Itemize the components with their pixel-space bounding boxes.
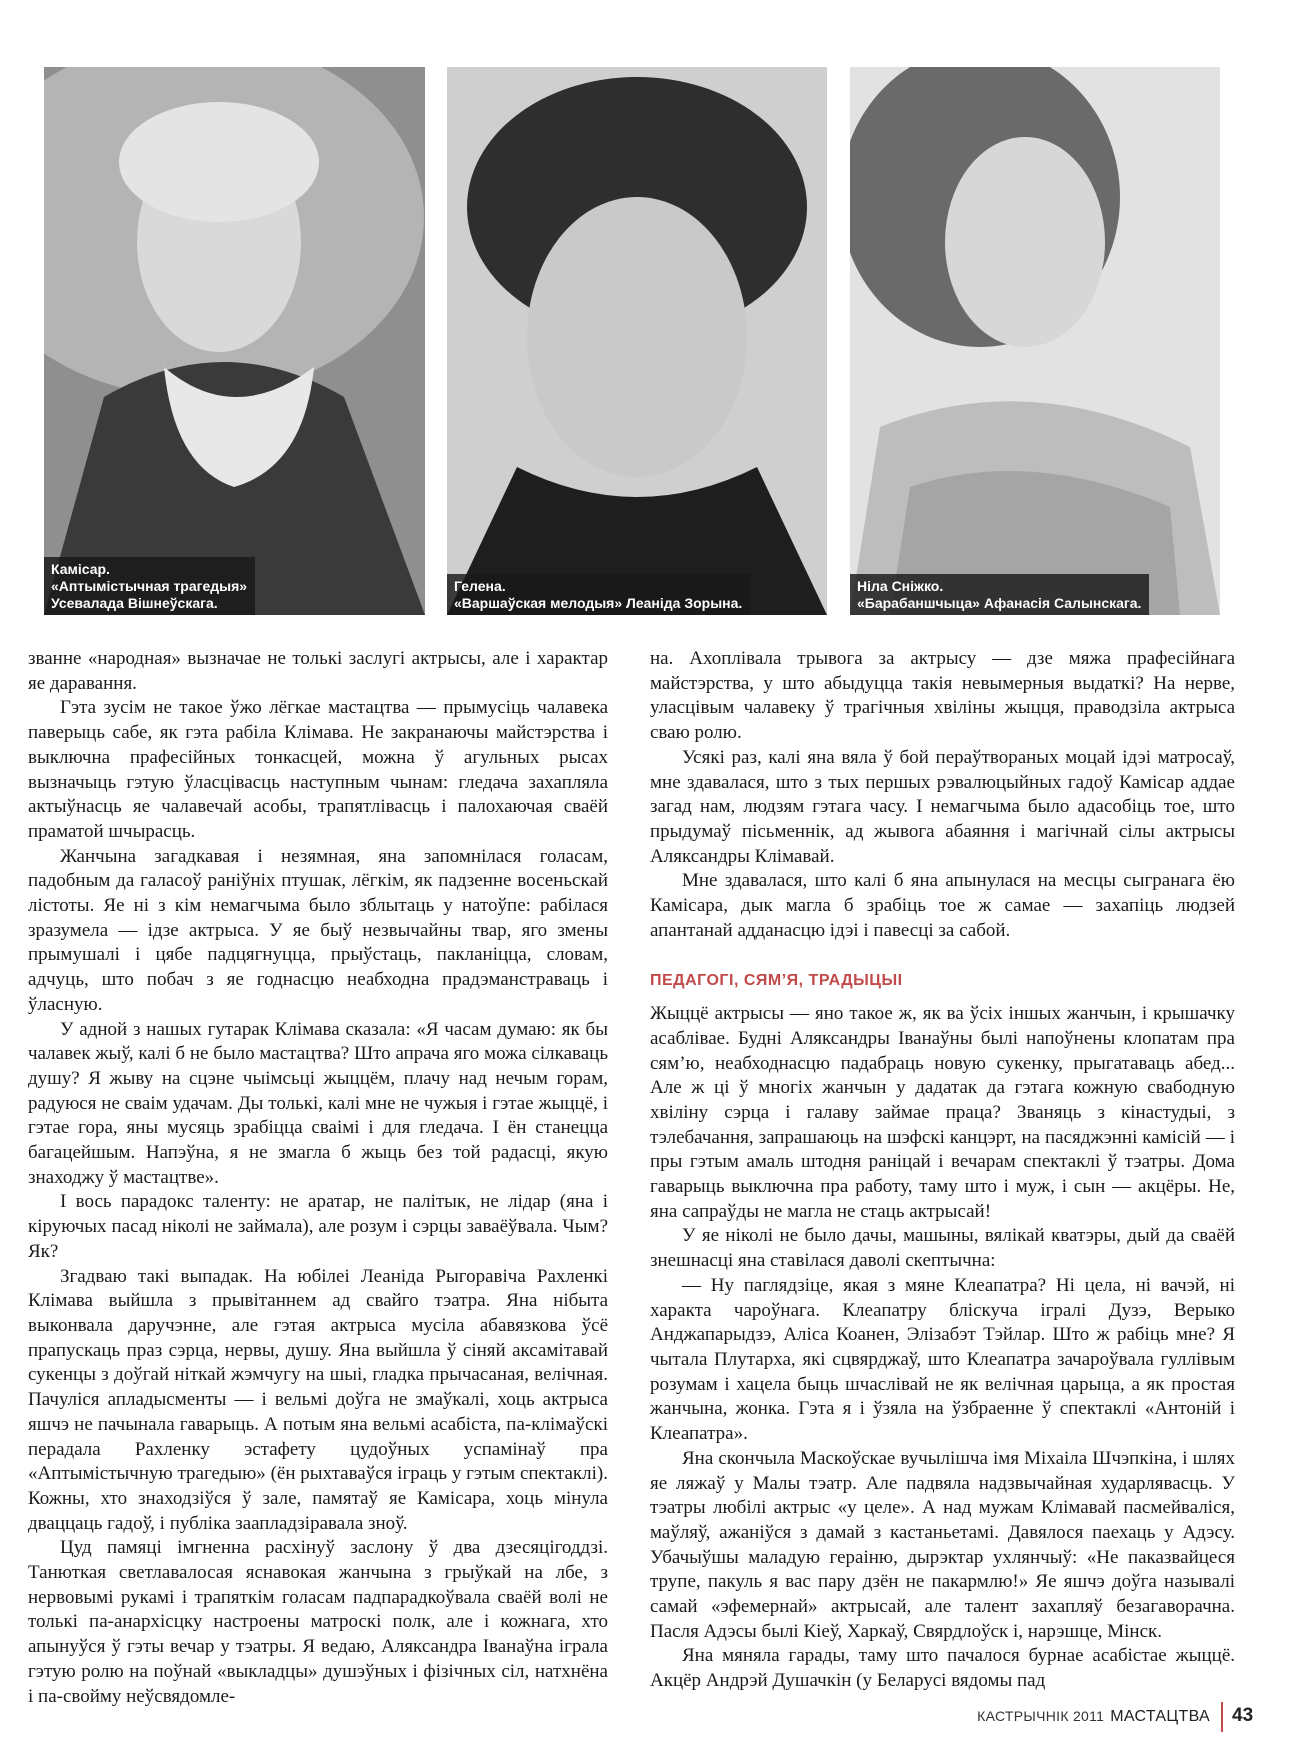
paragraph: званне «народная» вызначае не толькі заслугі актрысы, але і характар яе даравання. [28,648,608,694]
caption-line: «Барабаншчыца» Афанасія Салынскага. [857,595,1142,611]
photo-komisar [44,67,425,615]
photo-caption [850,574,1149,615]
photo-caption [44,557,255,615]
footer-divider [1221,1702,1223,1732]
paragraph: У яе ніколі не было дачы, машыны, вялікай кватэры, дый да сваёй знешнасці яна ставілася даволі скептычна: [650,1225,1235,1272]
paragraph: на. Ахоплівала трывога за актрысу — дзе мяжа прафесійнага майстэрства, у што абыдуцца такія невымерныя выдаткі? На нерве, уласцівым чалавеку ў трагічныя хвіліны жыцця, праводзіла актрыса сваю ролю. [650,648,1235,744]
portrait-image-3 [850,67,1220,615]
paragraph: Яна мяняла гарады, таму што пачалося бурнае асабістае жыццё. Акцёр Андрэй Душачкін (у Беларусі вядомы пад [650,1645,1235,1692]
page-footer [0,1700,1300,1740]
paragraph: Цуд памяці імгненна расхінуў заслону ў два дзесяцігоддзі. Танюткая светлавалосая яснавокая жанчына з грыўкай на лбе, з нервовымі рукамі і трапяткім голасам падпарадкоўвала сваёй волі не толькі па-анархісцку настроены матроскі полк, але і кожнага, хто апынуўся ў гэты вечар у тэатры. Я ведаю, Аляксандра Іванаўна іграла гэтую ролю на поўнай «выкладцы» душэўных і фізічных сіл, натхнёна і па-свойму неўсвядомле- [28,1537,608,1707]
paragraph: Жыццё актрысы — яно такое ж, як ва ўсіх іншых жанчын, і крышачку асаблівае. Будні Аляксандры Іванаўны былі напоўнены клопатам пра сям’ю, неабходнасцю падабраць новую сукенку, прыгатаваць абед... Але ж ці ў многіх жанчын у дадатак да гэтага кожную свабодную хвіліну сэрца і галаву займае праца? Званяць з кінастудыі, з тэлебачання, запрашаюць на шэфскі канцэрт, на пасяджэнні камісій — і пры гэтым амаль штодня раніцай і вечарам спектаклі ў тэатры. Дома гаварыць выключна пра работу, таму што і муж, і сын — акцёры. Не, яна сапраўды не магла не стаць актрысай! [650,1003,1235,1222]
paragraph: Мне здавалася, што калі б яна апынулася на месцы сыгранага ёю Камісара, дык магла б зрабіць тое ж самае — захапіць людзей апантанай адданасцю ідэі і павесці за сабой. [650,870,1235,941]
caption-line: Гелена. [454,578,506,594]
portrait-image-1 [44,67,425,615]
footer-issue [977,1708,1210,1726]
photo-strip [44,67,1220,615]
paragraph: І вось парадокс таленту: не аратар, не палітык, не лідар (яна і кіруючых пасад ніколі не займала), але розум і сэрцы заваёўвала. Чым? Як? [28,1191,608,1262]
caption-line: Усевалада Вішнеўскага. [51,595,218,611]
photo-caption [447,574,750,615]
article-column-right [650,647,1235,1694]
magazine-name: МАСТАЦТВА [1110,1708,1210,1725]
section-subheading: ПЕДАГОГІ, СЯМ’Я, ТРАДЫЦЫІ [650,972,903,990]
caption-line: «Варшаўская мелодыя» Леаніда Зорына. [454,595,743,611]
paragraph: — Ну паглядзіце, якая з мяне Клеапатра? Ні цела, ні вачэй, ні характа чароўнага. Клеапатру бліскуча ігралі Дузэ, Верыко Анджапарыдзэ, Аліса Коанен, Элізабэт Тэйлар. Што ж рабіць мне? Я чытала Плутарха, які сцвярджаў, што Клеапатра зачароўвала гуллівым розумам і хацела быць шчаслівай не як велічная царыца, а як простая жанчына, жонка. Гэта я і ўзяла на ўзбраенне ў спектаклі «Антоній і Клеапатра». [650,1274,1235,1445]
article-column-left [28,647,608,1709]
paragraph: Згадваю такі выпадак. На юбілеі Леаніда Рыгоравіча Рахленкі Клімава выйшла з прывітаннем ад свайго тэатра. Яна нібыта выконвала даручэнне, але гэтая актрыса мусіла абавязкова ўсё прапускаць праз сэрца, нервы, душу. Яна выйшла ў сіняй аксамітавай сукенцы з доўгай ніткай жэмчугу на шыі, гладка прычасаная, велічная. Пачуліся апладысменты — і вельмі доўга не змаўкалі, хоць актрыса яшчэ не пачынала гаварыць. А потым яна вельмі асабіста, па-клімаўскі перадала Рахленку эстафету цудоўных успамінаў пра «Аптымістычную трагедыю» (ён рыхтаваўся іграць у гэтым спектаклі). Кожны, хто знаходзіўся ў зале, памятаў яе Камісара, хоць мінула дваццаць гадоў, і публіка заапладзіравала зноў. [28,1265,608,1534]
issue-date: КАСТРЫЧНІК 2011 [977,1708,1105,1724]
photo-nila [850,67,1220,615]
paragraph: У адной з нашых гутарак Клімава сказала: «Я часам думаю: як бы чалавек жыў, калі б не было мастацтва? Што апрача яго можа сілкаваць душу? Я жыву на сцэне чыімсьці жыццём, плачу над нечым горам, радуюся не сваім удачам. Ды толькі, калі мне не чужыя і гэтае жыццё, і гэтае гора, яны мусяць зрабіцца сваімі і для гледача. І ён станецца багацейшым. Напэўна, я не змагла б жыць без той радасці, якую знаходжу ў мастацтве». [28,1018,608,1188]
portrait-image-2 [447,67,827,615]
caption-line: Ніла Сніжко. [857,578,944,594]
photo-helena [447,67,827,615]
paragraph: Усякі раз, калі яна вяла ў бой пераўтвораных моцай ідэі матросаў, мне здавалася, што з тых першых рэвалюцыйных гадоў Камісар аддае загад нам, людзям гэтага часу. І немагчыма было адасобіць тое, што прыдумаў пісьменнік, ад жывога абаяння і магічнай сілы актрысы Аляксандры Клімавай. [650,746,1235,867]
caption-line: Камісар. [51,561,110,577]
paragraph: Яна скончыла Маскоўскае вучылішча імя Міхаіла Шчэпкіна, і шлях яе ляжаў у Малы тэатр. Але падвяла надзвычайная хударлявасць. У тэатры любілі актрыс «у целе». А над мужам Клімавай пасмейваліся, маўляў, ажаніўся з дамай з кастаньетамі. Давялося паехаць у Адэсу. Убачыўшы маладую гераіню, дырэктар ухлянчыў: «Не паказвайцеся трупе, пакуль я вас пару дзён не пакармлю!» Яе яшчэ доўга называлі самай «эфемернай» актрысай, але талент захапляў безагаворачна. Пасля Адэсы былі Кіеў, Харкаў, Свярдлоўск і, нарэшце, Мінск. [650,1447,1235,1642]
paragraph: Гэта зусім не такое ўжо лёгкае мастацтва — прымусіць чалавека паверыць сабе, як гэта рабіла Клімава. Не закранаючы майстэрства і выключна прафесійных тонкасцей, можна ў агульных рысах вызначыць гэтую ўласцівасць наступным чынам: гледача захапляла актыўнасць яе чалавечай асобы, трапятлівасць і палохаючая сваёй праматой шчырасць. [28,697,608,842]
caption-line: «Аптымістычная трагедыя» [51,578,248,594]
page-number: 43 [1232,1705,1254,1726]
paragraph: Жанчына загадкавая і незямная, яна запомнілася голасам, падобным да галасоў раніўніх птушак, лёгкім, як падзенне восеньскай лістоты. Яе ні з кім немагчыма было зблытаць у натоўпе: рабілася зразумела — ідзе актрыса. У яе быў незвычайны твар, яго змены прымушалі і цябе падцягнуцца, прыўстаць, пакланіцца, словам, адчуць, што побач з яе годнасцю неабходна прадэманстраваць і ўласную. [28,845,608,1015]
